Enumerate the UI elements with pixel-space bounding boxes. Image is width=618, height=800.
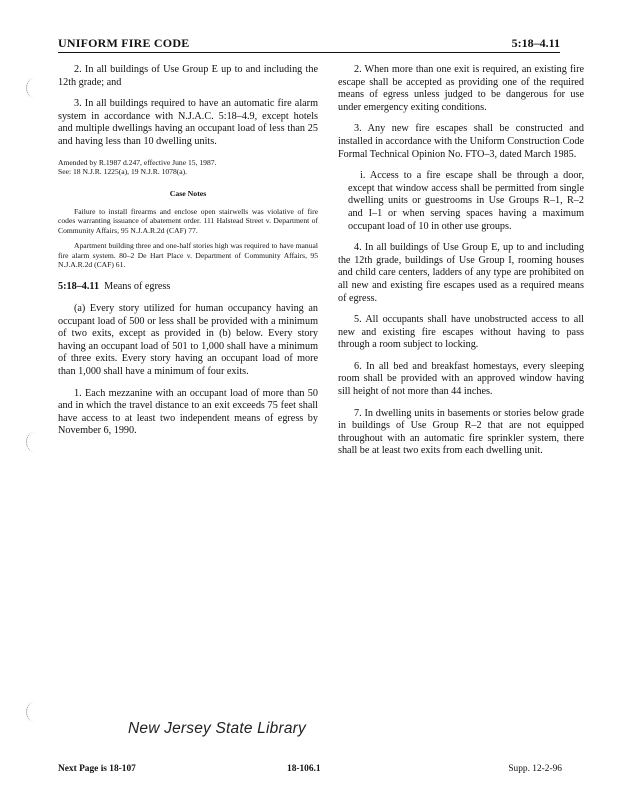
paragraph-item-5: 5. All occupants shall have unobstructed access to all new and existing fire escapes without having to pass through a room subject to locking.	[338, 314, 584, 351]
case-note: Apartment building three and one-half stories high was required to have manual fire alarm system. 80–2 De Hart Place v. Department of Community Affairs, 95 N.J.A.R.2d (CAF) 61.	[58, 241, 318, 269]
paragraph-item-6: 6. In all bed and breakfast homestays, every sleeping room shall be provided with an approved window having sill height of not more than 44 inches.	[338, 360, 584, 398]
paragraph-item-2: 2. When more than one exit is required, an existing fire escape shall be accepted as providing one of the required means of egress unless judged to be dangerous for use under emergency exiting conditions.	[338, 64, 584, 113]
paragraph-item-4: 4. In all buildings of Use Group E, up to and including the 12th grade, buildings of Use Group I, rooming houses and child care centers, ladders of any type are prohibited on all new and existing fire escapes used as a required means of egress.	[338, 242, 584, 304]
see-note: See: 18 N.J.R. 1225(a), 19 N.J.R. 1078(a).	[58, 166, 188, 176]
section-title: Means of egress	[104, 281, 171, 293]
paragraph-item-1: 1. Each mezzanine with an occupant load of more than 50 and in which the travel distance to an exit exceeds 75 feet shall have access to at least two independent means of egress by November 6, 1990.	[58, 387, 318, 437]
left-column	[58, 64, 318, 447]
paragraph-item-7: 7. In dwelling units in basements or stories below grade in buildings of Use Group R–2 that are not equipped throughout with an automatic fire sprinkler system, there shall be at least two exits from each dwelling unit.	[338, 407, 584, 457]
punch-hole-mark	[26, 702, 43, 722]
punch-hole-mark	[26, 432, 43, 452]
paragraph-a: (a) Every story utilized for human occupancy having an occupant load of 500 or less shall be provided with a minimum of two exits, except as provided in (b) below. Every story having an occupant load of 501 to 1,000 shall have a minimum of three exits. Every story having an occupant load of more than 1,000 shall have a minimum of four exits.	[58, 303, 318, 377]
section-number: 5:18–4.11	[58, 281, 100, 293]
next-page-note: Next Page is 18-107	[58, 764, 136, 774]
page-number: 18-106.1	[287, 764, 321, 774]
header-rule	[58, 52, 560, 53]
paragraph-item-2: 2. In all buildings of Use Group E up to and including the 12th grade; and	[58, 64, 318, 88]
case-notes-heading: Case Notes	[169, 189, 207, 199]
section-heading	[58, 281, 318, 294]
paragraph-item-3: 3. In all buildings required to have an automatic fire alarm system in accordance with N.J.A.C. 5:18–4.9, except hotels and multiple dwellings having an occupant load of less than 25 and having less than 10 dwelling units.	[58, 98, 318, 147]
case-note: Failure to install firearms and enclose open stairwells was violative of fire codes warranting issuance of abatement order. 111 Halstead Street v. Department of Community Affairs, 95 N.J.A.R.2d (CAF) 77.	[58, 206, 318, 235]
running-header-section: 5:18–4.11	[511, 36, 560, 50]
amended-note: Amended by R.1987 d.247, effective June 15, 1987.	[58, 157, 217, 167]
punch-hole-mark	[26, 78, 43, 98]
paragraph-item-3: 3. Any new fire escapes shall be constructed and installed in accordance with the Uniform Construction Code Formal Technical Opinion No. FTO–3, dated March 1985.	[338, 123, 584, 160]
running-header-title: UNIFORM FIRE CODE	[58, 36, 190, 50]
paragraph-item-3i: i. Access to a fire escape shall be through a door, except that window access shall be permitted from single dwelling units or guestrooms in Use Groups R–1, R–2 and I–1 or when serving spaces having a maximum occupant load of 10 in other use groups.	[348, 170, 584, 232]
supplement-date: Supp. 12-2-96	[508, 764, 562, 774]
library-stamp: New Jersey State Library	[128, 720, 306, 737]
right-column	[338, 64, 584, 467]
